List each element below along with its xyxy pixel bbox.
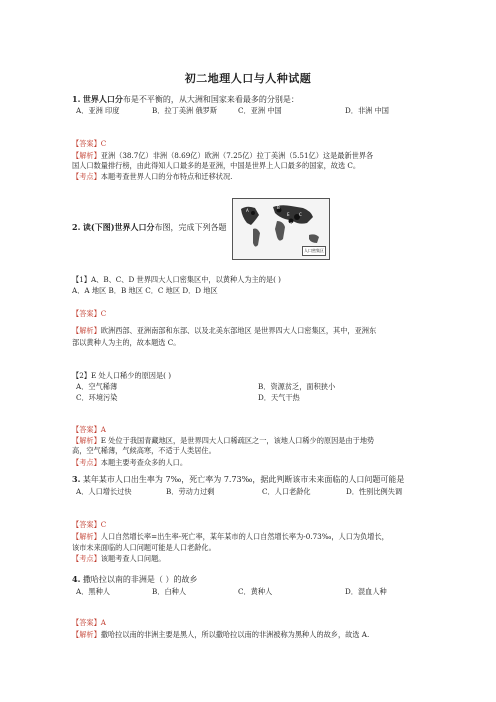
q2-sub2-answer-value: A [100,425,106,434]
svg-text:D: D [290,222,294,227]
q2-stem [72,223,226,232]
q2-sub2-analysis-line-1 [72,436,374,445]
q3-point [72,554,165,563]
q2-sub2-analysis-tag: 【解析】 [72,436,101,445]
q2-sub2-answer [72,425,106,434]
world-population-map [232,198,330,260]
q2-sub2-point-tag: 【考点】 [72,458,101,467]
q1-stem [72,95,299,104]
q3-option-b: B．劳动力过剩 [166,487,215,496]
q2-sub1-stem: 【1】A、B、C、D 世界四大人口密集区中，以黄种人为主的是( ) [72,275,281,284]
page-title: 初二地理人口与人种试题 [184,72,312,85]
q2-sub2-option-b: B．资源贫乏，面积狭小 [258,382,336,391]
q2-sub2-point-text: 本题主要考查众多的人口。 [100,458,188,467]
q3-point-text: 该题考查人口问题。 [100,554,166,563]
q1-stem-rest: 布是不平衡的，从大洲和国家来看最多的分别是： [122,95,299,104]
q2-stem-bold: 读(下图)世界人口分 [82,222,155,232]
q2-sub1-analysis-tag: 【解析】 [72,326,101,335]
q1-stem-bold: 世界人口分 [82,94,123,104]
q3-point-tag: 【考点】 [72,554,101,563]
q4-stem-text: 撒哈拉以南的非洲是（ ）的故乡 [82,575,198,584]
q1-analysis-tag: 【解析】 [72,151,101,160]
q1-analysis-text-1: 亚洲（38.7亿）非洲（8.69亿）欧洲（7.25亿）拉丁美洲（5.51亿）这是最新世界各 [100,151,374,160]
q2-sub2-analysis-line-2: 高，空气稀薄，气候高寒，不适于人类居住。 [72,446,216,455]
q3-stem-text: 某年某市人口出生率为 7‰，死亡率为 7.73‰，据此判断该市未来面临的人口问题可能是 [82,475,405,484]
q1-analysis-line-2: 国人口数量排行榜，由此得知人口最多的是亚洲，中国是世界上人口最多的国家，故选 C。 [72,161,361,170]
map-legend: 人口密集区 [302,246,326,256]
q4-option-c: C．黄种人 [238,587,273,596]
svg-text:B: B [277,205,280,210]
q1-answer-tag: 【答案】 [72,139,101,148]
svg-text:E: E [287,212,290,217]
q3-analysis-text-1: 人口自然增长率=出生率-死亡率，某年某市的人口自然增长率为-0.73‰，人口为负增长， [100,532,389,541]
q4-option-d: D．混血人种 [345,587,387,596]
q4-answer [72,618,106,627]
q3-option-c: C．人口老龄化 [262,487,311,496]
q1-point-text: 本题考查世界人口的分布特点和迁移状况. [100,172,233,181]
q4-answer-tag: 【答案】 [72,618,101,627]
q4-number: 4. [72,574,81,584]
q1-number: 1. [72,94,81,104]
q2-sub1-options: A．A 地区 B．B 地区 C．C 地区 D．D 地区 [72,286,218,295]
q2-sub1-analysis-line-1 [72,326,376,335]
q2-sub2-answer-tag: 【答案】 [72,425,101,434]
q4-option-a: A．黑种人 [76,587,110,596]
q3-analysis-line-1 [72,532,389,541]
q2-number: 2. [72,222,81,232]
q2-stem-rest: 布图，完成下列各题 [154,223,227,232]
q3-option-a: A．人口增长过快 [76,487,132,496]
q4-analysis-text-1: 撒哈拉以南的非洲主要是黑人，所以撒哈拉以南的非洲被称为黑种人的故乡，故选 A. [100,630,370,639]
svg-text:C: C [299,212,302,217]
svg-text:A: A [246,208,249,213]
q4-analysis-tag: 【解析】 [72,630,101,639]
q1-point [72,172,232,181]
q4-stem [72,575,197,584]
q4-answer-value: A [100,618,106,627]
q3-analysis-tag: 【解析】 [72,532,101,541]
q1-option-b: B．拉丁美洲 俄罗斯 [152,106,218,115]
q1-option-d: D．非洲 中国 [345,106,389,115]
q2-sub1-answer [72,309,106,318]
q3-number: 3. [72,474,81,484]
q2-sub1-answer-tag: 【答案】 [72,309,101,318]
q1-point-tag: 【考点】 [72,172,101,181]
q2-sub2-option-d: D．天气干热 [258,393,300,402]
q4-option-b: B．白种人 [152,587,187,596]
q1-option-c: C．亚洲 中国 [238,106,282,115]
q3-answer-value: C [100,520,107,529]
q2-sub2-point [72,458,187,467]
q2-sub2-option-c: C．环境污染 [76,393,118,402]
q1-answer-value: C [100,139,107,148]
q1-analysis-line-1 [72,151,373,160]
q2-sub2-stem: 【2】E 处人口稀少的原因是( ) [72,371,172,380]
q2-sub1-analysis-text-1: 欧洲西部、亚洲南部和东部、以及北美东部地区 是世界四大人口密集区，其中，亚洲东 [100,326,377,335]
q1-option-a: A．亚洲 印度 [76,106,120,115]
q4-analysis-line-1 [72,630,369,639]
q2-sub2-analysis-text-1: E 处位于我国青藏地区，是世界四大人口稀疏区之一，该地人口稀少的原因是由于地势 [100,436,375,445]
q3-option-d: D．性别比例失调 [346,487,403,496]
q2-sub2-option-a: A．空气稀薄 [76,382,118,391]
q1-answer [72,139,106,148]
q2-sub1-analysis-line-2: 部以黄种人为主的，故本题选 C。 [72,338,181,347]
q3-answer-tag: 【答案】 [72,520,101,529]
q3-stem [72,475,404,484]
q2-sub1-answer-value: C [100,309,107,318]
q3-answer [72,520,106,529]
q3-analysis-line-2: 该市未来面临的人口问题可能是人口老龄化。 [72,543,216,552]
